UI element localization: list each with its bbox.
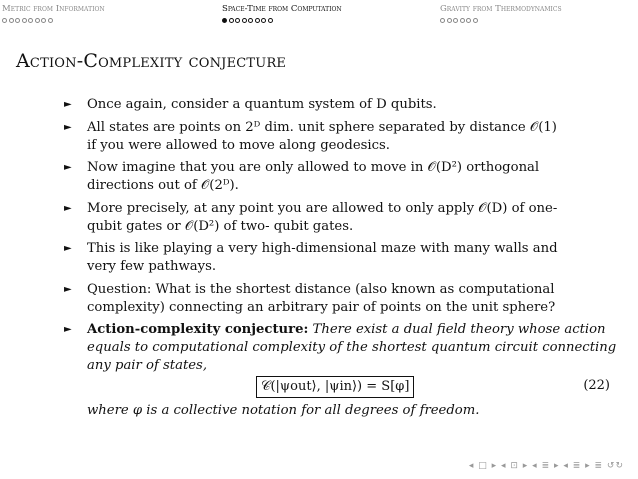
bullet-arrow-icon: ► bbox=[64, 162, 72, 173]
nav-dot-icon[interactable] bbox=[453, 18, 458, 23]
bullet-line: Question: What is the shortest distance (also known as computational bbox=[87, 281, 555, 297]
nav-dot-icon[interactable] bbox=[473, 18, 478, 23]
nav-dot-icon[interactable] bbox=[235, 18, 240, 23]
bullet-arrow-icon: ► bbox=[64, 121, 72, 133]
bullet-list bbox=[64, 96, 617, 425]
nav-dots bbox=[2, 18, 105, 23]
section-navigation bbox=[0, 0, 638, 26]
list-item bbox=[64, 119, 604, 155]
conjecture-after: where φ is a collective notation for all degrees of freedom. bbox=[87, 403, 480, 418]
equation-row bbox=[87, 376, 610, 398]
conjecture-line: any pair of states, bbox=[87, 358, 208, 373]
boxed-equation: 𝒞(|ψout⟩, |ψin⟩) = S[φ] bbox=[256, 376, 414, 398]
nav-dot-icon[interactable] bbox=[229, 18, 234, 23]
bullet-line: Now imagine that you are only allowed to move in 𝒪(D²) orthogonal bbox=[87, 160, 540, 175]
bullet-line: very few pathways. bbox=[87, 259, 217, 274]
nav-dots bbox=[222, 18, 342, 23]
bullet-line: if you were allowed to move along geodesics. bbox=[87, 137, 390, 153]
beamer-navigation-controls[interactable]: ◂ □ ▸ ◂ ⊡ ▸ ◂ ≣ ▸ ◂ ≣ ▸ ≣ ↺↻ bbox=[468, 461, 624, 471]
list-item bbox=[64, 159, 604, 195]
nav-section-1[interactable] bbox=[2, 4, 105, 23]
nav-dot-icon[interactable] bbox=[460, 18, 465, 23]
frame-title: Action-Complexity conjecture bbox=[16, 50, 287, 72]
nav-dot-icon[interactable] bbox=[15, 18, 20, 23]
list-item bbox=[64, 96, 604, 114]
nav-dot-icon[interactable] bbox=[48, 18, 53, 23]
nav-dot-icon[interactable] bbox=[466, 18, 471, 23]
nav-dots bbox=[440, 18, 562, 23]
nav-dot-icon[interactable] bbox=[222, 18, 227, 23]
conjecture-item bbox=[64, 321, 617, 420]
nav-dot-icon[interactable] bbox=[9, 18, 14, 23]
conjecture-line: equals to computational complexity of the shortest quantum circuit connecting bbox=[87, 340, 617, 355]
nav-section-3[interactable] bbox=[440, 4, 562, 23]
bullet-line: directions out of 𝒪(2ᴰ). bbox=[87, 178, 239, 193]
bullet-arrow-icon: ► bbox=[64, 202, 72, 214]
nav-dot-icon[interactable] bbox=[440, 18, 445, 23]
nav-dot-icon[interactable] bbox=[248, 18, 253, 23]
list-item bbox=[64, 200, 604, 236]
bullet-line: Once again, consider a quantum system of D qubits. bbox=[87, 97, 437, 112]
equation-number: (22) bbox=[583, 378, 610, 393]
list-item bbox=[64, 240, 604, 276]
nav-dot-icon[interactable] bbox=[447, 18, 452, 23]
bullet-line: complexity) connecting an arbitrary pair of points on the unit sphere? bbox=[87, 299, 556, 315]
nav-section-2[interactable] bbox=[222, 4, 342, 23]
nav-section-title[interactable]: Gravity from Thermodynamics bbox=[440, 4, 562, 14]
bullet-line: This is like playing a very high-dimensional maze with many walls and bbox=[87, 241, 558, 256]
bullet-arrow-icon: ► bbox=[64, 243, 72, 254]
nav-dot-icon[interactable] bbox=[41, 18, 46, 23]
nav-section-title[interactable]: Metric from Information bbox=[2, 4, 105, 14]
conjecture-first-line bbox=[87, 321, 604, 339]
bullet-line: More precisely, at any point you are allowed to only apply 𝒪(D) of one- bbox=[87, 200, 558, 216]
bullet-line: qubit gates or 𝒪(D²) of two- qubit gates. bbox=[87, 218, 354, 234]
bullet-arrow-icon: ► bbox=[64, 283, 72, 295]
nav-section-title[interactable]: Space-Time from Computation bbox=[222, 4, 342, 14]
nav-dot-icon[interactable] bbox=[28, 18, 33, 23]
nav-dot-icon[interactable] bbox=[35, 18, 40, 23]
bullet-line: All states are points on 2ᴰ dim. unit sphere separated by distance 𝒪(1) bbox=[87, 119, 557, 135]
bullet-arrow-icon: ► bbox=[64, 324, 72, 335]
nav-dot-icon[interactable] bbox=[242, 18, 247, 23]
conjecture-label: Action-complexity conjecture: bbox=[87, 322, 309, 337]
list-item bbox=[64, 281, 604, 317]
bullet-arrow-icon: ► bbox=[64, 99, 72, 110]
nav-dot-icon[interactable] bbox=[268, 18, 273, 23]
conjecture-text: There exist a dual field theory whose action bbox=[312, 322, 606, 337]
nav-dot-icon[interactable] bbox=[261, 18, 266, 23]
nav-dot-icon[interactable] bbox=[2, 18, 7, 23]
nav-dot-icon[interactable] bbox=[255, 18, 260, 23]
nav-dot-icon[interactable] bbox=[22, 18, 27, 23]
